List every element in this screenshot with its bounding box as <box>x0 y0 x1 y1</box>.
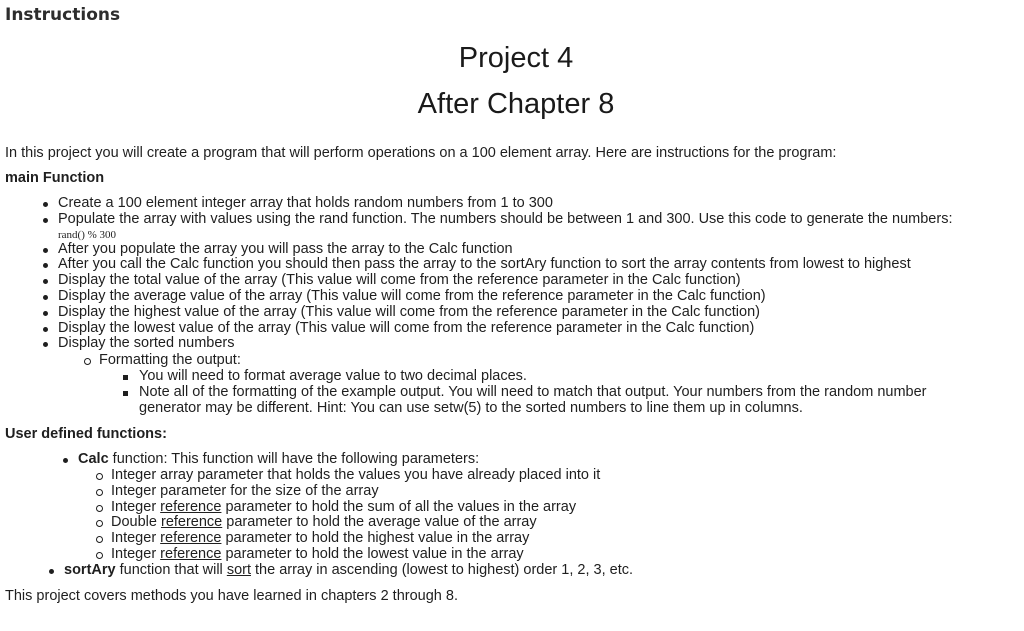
list-item-continuation: generator may be different. Hint: You can use setw(5) to the sorted numbers to line them up in columns. <box>139 399 803 416</box>
sortary-desc-pre: function that will <box>115 562 227 578</box>
list-item: Create a 100 element integer array that holds random numbers from 1 to 300 <box>58 196 952 212</box>
code-text: rand() % 300 <box>58 228 117 241</box>
list-item: Display the highest value of the array (This value will come from the reference parameter in the Calc function) <box>58 305 952 321</box>
sort-word: sort <box>226 562 251 578</box>
reference-word: reference <box>160 514 223 531</box>
param-item: Integer parameter for the size of the array <box>111 484 600 500</box>
list-item: Note all of the formatting of the example output. You will need to match that output. Your numbers from the random number <box>139 383 927 400</box>
list-item: Display the total value of the array (This value will come from the reference parameter in the Calc function) <box>58 273 952 289</box>
sortary-list <box>64 563 633 579</box>
list-item: Display the lowest value of the array (This value will come from the reference parameter in the Calc function) <box>58 321 952 337</box>
code-snippet <box>58 228 952 242</box>
calc-item <box>78 452 479 468</box>
main-function-list <box>58 196 952 352</box>
sortary-item <box>64 563 633 579</box>
param-item <box>111 531 600 547</box>
list-item: Formatting the output: <box>99 352 241 368</box>
reference-word: reference <box>160 530 222 547</box>
calc-params-list <box>111 468 600 563</box>
param-prefix: Double <box>111 514 161 531</box>
list-item: After you call the Calc function you should then pass the array to the sortAry function to sort the array contents from lowest to highest <box>58 257 952 273</box>
main-function-heading: main Function <box>5 170 105 186</box>
user-functions-heading: User defined functions: <box>5 426 167 442</box>
footer-paragraph: This project covers methods you have learned in chapters 2 through 8. <box>5 588 458 604</box>
calc-desc: function: This function will have the following parameters: <box>108 451 480 467</box>
param-item <box>111 500 600 516</box>
sortary-desc-post: the array in ascending (lowest to highest) order 1, 2, 3, etc. <box>250 562 634 578</box>
param-prefix: Integer <box>111 530 161 547</box>
intro-paragraph: In this project you will create a program that will perform operations on a 100 element array. Here are instructions for the program: <box>5 145 837 161</box>
list-item: After you populate the array you will pass the array to the Calc function <box>58 242 952 258</box>
reference-word: reference <box>160 545 222 562</box>
page-heading: Instructions <box>5 5 121 25</box>
param-prefix: Integer <box>111 545 161 562</box>
list-item: Display the sorted numbers <box>58 336 952 352</box>
formatting-details-list <box>139 369 927 416</box>
calc-name: Calc <box>78 451 109 467</box>
param-item <box>111 547 600 563</box>
reference-word: reference <box>160 498 222 515</box>
param-suffix: parameter to hold the average value of the array <box>222 514 537 531</box>
formatting-list <box>99 353 241 369</box>
param-suffix: parameter to hold the highest value in the array <box>221 530 530 547</box>
project-subtitle: After Chapter 8 <box>417 88 615 120</box>
param-suffix: parameter to hold the lowest value in the array <box>221 545 524 562</box>
user-functions-list <box>78 452 479 468</box>
list-item: Populate the array with values using the rand function. The numbers should be between 1 and 300. Use this code to generate the numbers: <box>58 210 953 227</box>
param-suffix: parameter to hold the sum of all the values in the array <box>221 498 577 515</box>
param-prefix: Integer <box>111 498 161 515</box>
list-item: Display the average value of the array (This value will come from the reference parameter in the Calc function) <box>58 289 952 305</box>
project-title: Project 4 <box>458 42 574 74</box>
list-item: You will need to format average value to two decimal places. <box>139 369 927 385</box>
param-item <box>111 515 600 531</box>
param-item: Integer array parameter that holds the values you have already placed into it <box>111 467 601 483</box>
sortary-name: sortAry <box>64 562 116 578</box>
